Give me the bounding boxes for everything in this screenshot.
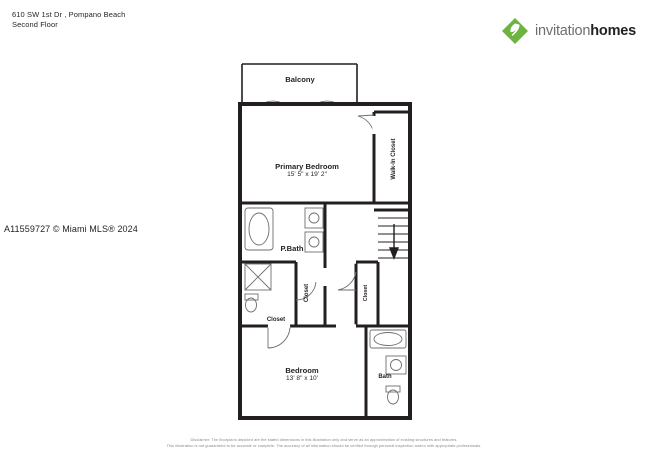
room-label-walk-in-closet: Walk-In Closet bbox=[391, 138, 397, 180]
wall-openings bbox=[268, 116, 374, 326]
disclaimer bbox=[24, 437, 624, 449]
address-line-2: Second Floor bbox=[12, 20, 58, 30]
disclaimer-line-1: Disclaimer: The floorplans depicted are the stated dimensions in this illustration only and serve as an approximation of existing structures and features. bbox=[190, 437, 458, 442]
brand-name-bold: homes bbox=[590, 23, 636, 39]
floorplan-geometry bbox=[240, 64, 410, 418]
room-label-balcony: Balcony bbox=[285, 75, 315, 84]
brand-name-light: invitation bbox=[535, 23, 591, 39]
p-bath-fixtures bbox=[245, 208, 323, 312]
room-label-closet-lower: Closet bbox=[266, 317, 286, 323]
bath-fixtures bbox=[370, 330, 406, 404]
stair-direction-arrow bbox=[390, 224, 398, 258]
door-swings bbox=[268, 115, 374, 348]
room-label-primary-bedroom: Primary Bedroom 15' 5" x 19' 2" bbox=[275, 162, 339, 179]
room-label-p-bath: P.Bath bbox=[280, 244, 304, 253]
room-label-bath: Bath bbox=[378, 374, 392, 380]
room-label-closet-center: Closet bbox=[304, 283, 310, 303]
mls-credit: A11559727 © Miami MLS® 2024 bbox=[4, 224, 138, 234]
room-label-bedroom: Bedroom 13' 8" x 10' bbox=[285, 366, 319, 383]
room-label-closet-right: Closet bbox=[363, 284, 369, 302]
disclaimer-line-2: This illustration is not guaranteed to be accurate or complete. The accuracy of all information should be verified through personal inspection and/or with appropriate professionals. bbox=[166, 442, 482, 448]
address-line-1: 610 SW 1st Dr , Pompano Beach bbox=[12, 10, 126, 19]
